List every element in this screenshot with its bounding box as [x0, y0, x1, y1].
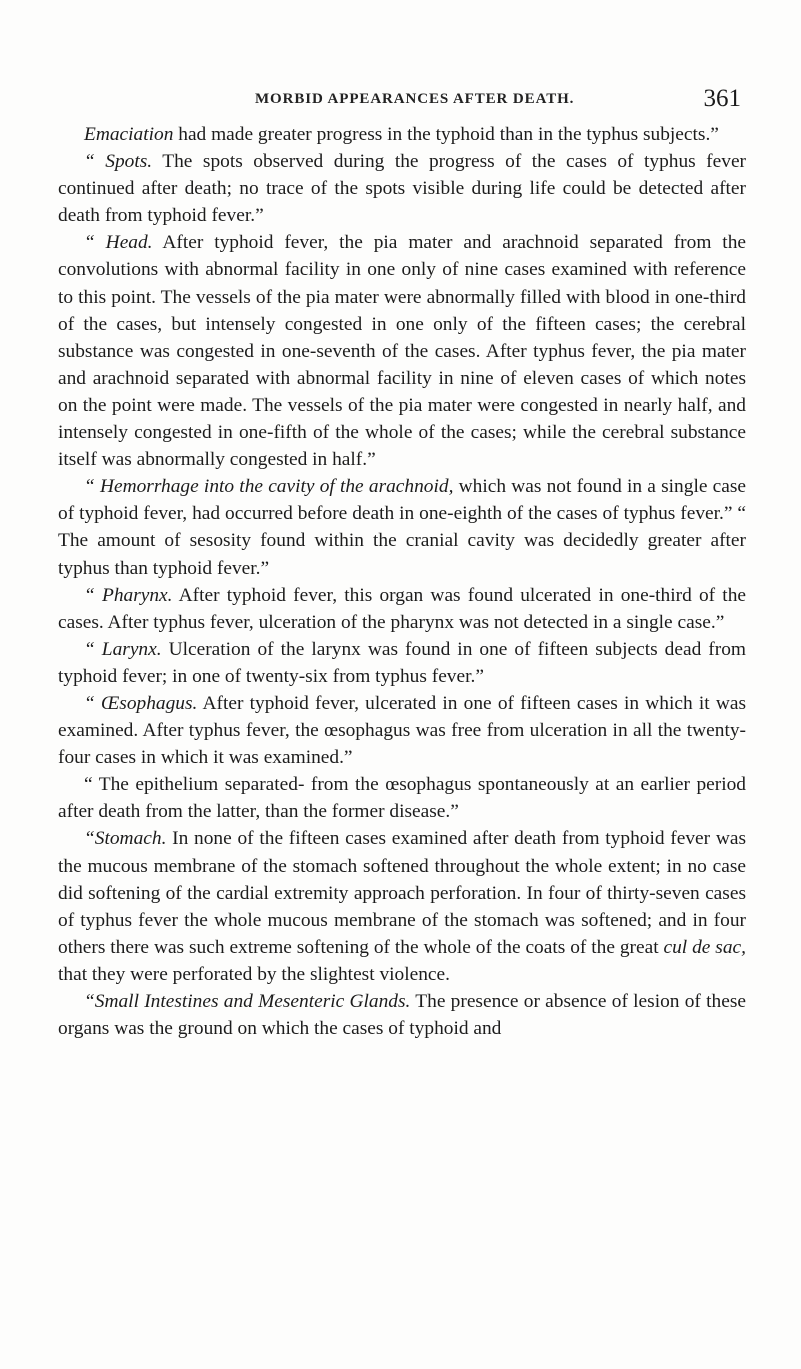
paragraph-text: which was not found in a single case of typhoid fever, had occurred before death in one-eighth of the cases of typhus fever.” “ The amount of sesosity found within the cranial cavity was decidedly greater after typhus than typhoid fever.”: [58, 476, 747, 579]
running-head: [55, 85, 741, 113]
paragraph-lead: “Small Intestines and Mesenteric Glands.: [84, 991, 411, 1012]
paragraph-hemorrhage: [58, 473, 746, 581]
paragraph-pharynx: [58, 582, 746, 636]
paragraph-lead: “ Spots.: [84, 151, 153, 173]
paragraph-text: had made greater progress in the typhoid than in the typhus subjects.”: [173, 124, 719, 145]
paragraph-text: “ The epithelium separated- from the œsophagus spontaneously at an earlier period after death from the latter, than the former disease.”: [58, 774, 746, 823]
page-number: 361: [703, 85, 741, 112]
paragraph-small-intestines: [58, 988, 746, 1042]
paragraph-larynx: [58, 636, 746, 690]
paragraph-text: After typhoid fever, this organ was found ulcerated in one-third of the cases. After typhus fever, ulceration of the pharynx was not detected in a single case.”: [58, 584, 747, 633]
paragraph-text: After typhoid fever, the pia mater and arachnoid separated from the convolutions with abnormal facility in one only of nine cases examined with reference to this point. The vessels of the pia mater were abnormally filled with blood in one-third of the cases, but intensely congested in one only of the fifteen cases; the cerebral substance was congested in one-seventh of the cases. After typhus fever, the pia mater and arachnoid separated with abnormal facility in nine of eleven cases of which notes on the point were made. The vessels of the pia mater were congested in nearly half, and intensely congested in one-fifth of the whole of the cases; while the cerebral substance itself was abnormally congested in half.”: [58, 232, 746, 471]
body-text: [58, 121, 746, 1042]
italic-phrase: cul de sac,: [663, 936, 746, 958]
paragraph-lead: “ Head.: [84, 232, 153, 254]
paragraph-text: The presence or absence of lesion of these organs was the ground on which the cases of typhoid and: [58, 991, 746, 1040]
paragraph-oesophagus: [58, 690, 746, 771]
paragraph-lead: “ Hemorrhage into the cavity of the arachnoid,: [84, 476, 454, 498]
paragraph-text: In none of the fifteen cases examined after death from typhoid fever was the mucous membrane of the stomach softened throughout the whole extent; in no case did softening of the cardial extremity approach perforation. In four of thirty-seven cases of typhus fever the whole mucous membrane of the stomach was softened; and in four others there was such extreme softening of the whole of the coats of the great: [58, 828, 746, 958]
paragraph-lead: “Stomach.: [84, 828, 167, 850]
paragraph-spots: [58, 148, 746, 229]
paragraph-lead: Emaciation: [84, 124, 174, 145]
paragraph-tail: that they were perforated by the slightest violence.: [58, 963, 450, 985]
running-head-title: MORBID APPEARANCES AFTER DEATH.: [255, 91, 575, 107]
paragraph-lead: “ Larynx.: [84, 638, 162, 660]
paragraph-lead: “ Œsophagus.: [84, 692, 198, 714]
paragraph-lead: “ Pharynx.: [84, 584, 173, 606]
paragraph-text: The spots observed during the progress of the cases of typhus fever continued after death; no trace of the spots visible during life could be detected after death from typhoid fever.”: [58, 151, 747, 227]
paragraph-emaciation: [58, 121, 746, 148]
paragraph-stomach: [58, 825, 746, 988]
paragraph-text: Ulceration of the larynx was found in one of fifteen subjects dead from typhoid fever; in one of twenty-six from typhus fever.”: [58, 638, 746, 687]
paragraph-head: [58, 229, 746, 473]
paragraph-epithelium: [58, 771, 746, 825]
paragraph-text: After typhoid fever, ulcerated in one of fifteen cases in which it was examined. After typhus fever, the œsophagus was free from ulceration in all the twenty-four cases in which it was examined.”: [58, 692, 746, 769]
